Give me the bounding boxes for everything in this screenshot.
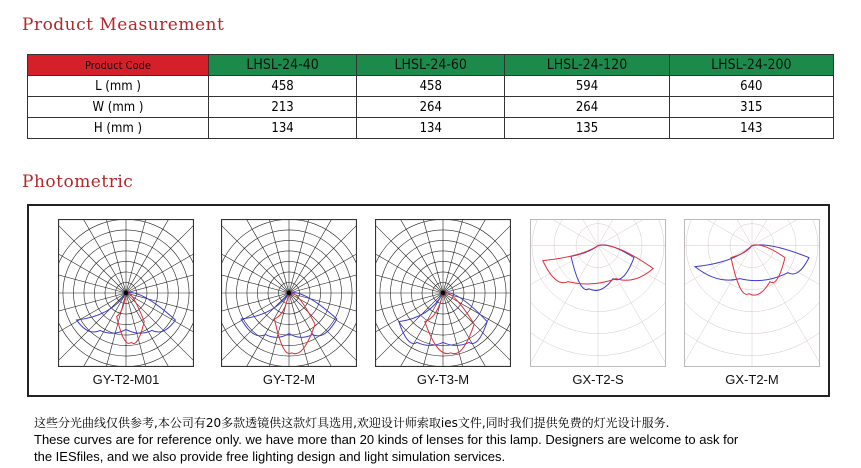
table-cell: 264	[505, 97, 669, 118]
table-row	[28, 76, 834, 97]
dimension-label: L (mm )	[28, 76, 209, 97]
table-cell: 640	[669, 76, 833, 97]
photometric-panel	[27, 204, 830, 397]
table-cell: 134	[357, 118, 505, 139]
table-header-row	[28, 55, 834, 76]
polar-diagram-gx-t2-s	[530, 219, 666, 367]
model-header: LHSL-24-40	[209, 55, 357, 76]
table-row	[28, 97, 834, 118]
note-chinese: 这些分光曲线仅供参考,本公司有20多款透镜供这款灯具选用,欢迎设计师索取ies文件,同时我们提供免费的灯光设计服务.	[34, 416, 670, 430]
product-measurement-title: Product Measurement	[22, 15, 225, 35]
diagram-label: GY-T2-M01	[92, 372, 160, 387]
table-cell: 594	[505, 76, 669, 97]
model-header: LHSL-24-120	[505, 55, 669, 76]
product-measurement-table	[27, 54, 834, 139]
diagram-label: GY-T2-M	[262, 372, 316, 387]
table-cell: 143	[669, 118, 833, 139]
product-code-header: Product Code	[28, 55, 209, 76]
table-cell: 315	[669, 97, 833, 118]
table-cell: 213	[209, 97, 357, 118]
table-row	[28, 118, 834, 139]
dimension-label: H (mm )	[28, 118, 209, 139]
dimension-label: W (mm )	[28, 97, 209, 118]
polar-diagram-gx-t2-m	[684, 219, 820, 367]
table-cell: 135	[505, 118, 669, 139]
table-cell: 458	[357, 76, 505, 97]
table-cell: 458	[209, 76, 357, 97]
polar-diagram-gy-t3-m	[375, 219, 511, 367]
polar-diagram-gy-t2-m	[221, 219, 357, 367]
note-english-line-2: the IESfiles, and we also provide free lighting design and light simulation services.	[34, 449, 506, 464]
polar-chart-svg	[684, 219, 820, 367]
polar-chart-svg	[530, 219, 666, 367]
polar-chart-svg	[221, 219, 357, 367]
polar-chart-svg	[375, 219, 511, 367]
note-english-line-1: These curves are for reference only. we have more than 20 kinds of lenses for this lamp. Designers are welcome to ask for	[34, 432, 739, 447]
diagram-label: GY-T3-M	[416, 372, 470, 387]
polar-diagram-gy-t2-m01	[58, 219, 194, 367]
polar-chart-svg	[58, 219, 194, 367]
table-cell: 134	[209, 118, 357, 139]
table-cell: 264	[357, 97, 505, 118]
model-header: LHSL-24-60	[357, 55, 505, 76]
model-header: LHSL-24-200	[669, 55, 833, 76]
photometric-title: Photometric	[22, 172, 134, 192]
diagram-label: GX-T2-S	[572, 372, 624, 387]
diagram-label: GX-T2-M	[725, 372, 779, 387]
